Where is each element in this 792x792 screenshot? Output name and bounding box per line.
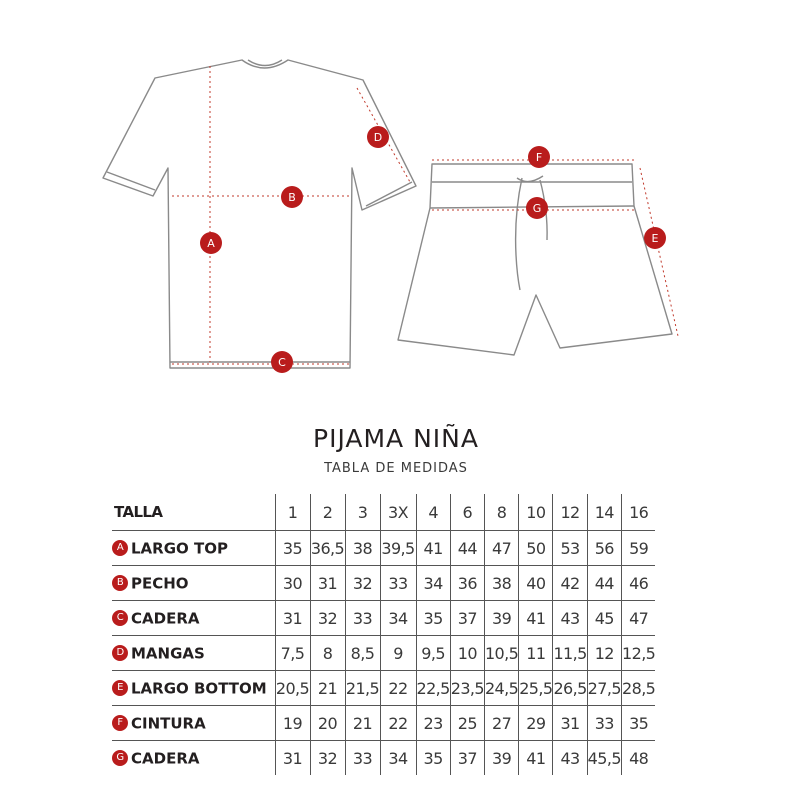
value-cell: 9,5 bbox=[416, 636, 450, 671]
row-label: CADERA bbox=[131, 609, 200, 628]
value-cell: 38 bbox=[484, 566, 518, 601]
value-cell: 27,5 bbox=[587, 671, 621, 706]
marker-g-label: G bbox=[532, 202, 542, 215]
value-cell: 27 bbox=[484, 706, 518, 741]
value-cell: 31 bbox=[275, 741, 310, 776]
value-cell: 31 bbox=[310, 566, 345, 601]
value-cell: 22 bbox=[380, 671, 416, 706]
row-label: MANGAS bbox=[131, 644, 205, 663]
marker-c-label: C bbox=[278, 356, 286, 369]
value-cell: 53 bbox=[553, 531, 587, 566]
marker-d bbox=[367, 126, 389, 148]
marker-f bbox=[528, 146, 550, 168]
marker-circle-icon: D bbox=[112, 645, 128, 661]
marker-circle-icon: G bbox=[112, 750, 128, 766]
value-cell: 56 bbox=[587, 531, 621, 566]
header-label: TALLA bbox=[112, 494, 275, 531]
value-cell: 35 bbox=[621, 706, 655, 741]
value-cell: 22,5 bbox=[416, 671, 450, 706]
value-cell: 46 bbox=[621, 566, 655, 601]
value-cell: 50 bbox=[519, 531, 553, 566]
marker-g bbox=[526, 197, 548, 219]
value-cell: 41 bbox=[519, 601, 553, 636]
value-cell: 47 bbox=[621, 601, 655, 636]
value-cell: 8 bbox=[310, 636, 345, 671]
marker-a-label: A bbox=[207, 237, 215, 250]
marker-b bbox=[281, 186, 303, 208]
value-cell: 11,5 bbox=[553, 636, 587, 671]
size-header-cell: 3X bbox=[380, 494, 416, 531]
row-label-cell bbox=[112, 601, 275, 636]
table-row bbox=[112, 706, 655, 741]
value-cell: 31 bbox=[553, 706, 587, 741]
table-header-row bbox=[112, 494, 655, 531]
value-cell: 32 bbox=[310, 741, 345, 776]
value-cell: 34 bbox=[416, 566, 450, 601]
value-cell: 28,5 bbox=[621, 671, 655, 706]
value-cell: 26,5 bbox=[553, 671, 587, 706]
table-row bbox=[112, 671, 655, 706]
value-cell: 19 bbox=[275, 706, 310, 741]
table-row bbox=[112, 566, 655, 601]
value-cell: 59 bbox=[621, 531, 655, 566]
marker-b-label: B bbox=[288, 191, 296, 204]
value-cell: 39 bbox=[484, 741, 518, 776]
value-cell: 21 bbox=[310, 671, 345, 706]
row-label-cell bbox=[112, 706, 275, 741]
size-table bbox=[112, 494, 655, 775]
value-cell: 32 bbox=[345, 566, 380, 601]
value-cell: 23,5 bbox=[450, 671, 484, 706]
size-header-cell: 4 bbox=[416, 494, 450, 531]
value-cell: 45 bbox=[587, 601, 621, 636]
value-cell: 9 bbox=[380, 636, 416, 671]
value-cell: 36 bbox=[450, 566, 484, 601]
page-subtitle: TABLA DE MEDIDAS bbox=[324, 461, 468, 476]
value-cell: 21,5 bbox=[345, 671, 380, 706]
marker-c bbox=[271, 351, 293, 373]
value-cell: 21 bbox=[345, 706, 380, 741]
value-cell: 31 bbox=[275, 601, 310, 636]
value-cell: 38 bbox=[345, 531, 380, 566]
value-cell: 44 bbox=[450, 531, 484, 566]
size-header-cell: 16 bbox=[621, 494, 655, 531]
shorts-drawing bbox=[398, 164, 672, 355]
value-cell: 48 bbox=[621, 741, 655, 776]
value-cell: 45,5 bbox=[587, 741, 621, 776]
value-cell: 39,5 bbox=[380, 531, 416, 566]
marker-e-label: E bbox=[651, 232, 659, 245]
tshirt-guides bbox=[172, 66, 410, 364]
row-label-cell bbox=[112, 531, 275, 566]
value-cell: 33 bbox=[380, 566, 416, 601]
value-cell: 8,5 bbox=[345, 636, 380, 671]
value-cell: 25,5 bbox=[519, 671, 553, 706]
value-cell: 10,5 bbox=[484, 636, 518, 671]
table-row bbox=[112, 636, 655, 671]
row-label: PECHO bbox=[131, 574, 189, 593]
value-cell: 12 bbox=[587, 636, 621, 671]
value-cell: 24,5 bbox=[484, 671, 518, 706]
value-cell: 37 bbox=[450, 601, 484, 636]
value-cell: 22 bbox=[380, 706, 416, 741]
table-row bbox=[112, 601, 655, 636]
value-cell: 39 bbox=[484, 601, 518, 636]
value-cell: 35 bbox=[416, 741, 450, 776]
marker-circle-icon: A bbox=[112, 540, 128, 556]
value-cell: 25 bbox=[450, 706, 484, 741]
value-cell: 10 bbox=[450, 636, 484, 671]
value-cell: 12,5 bbox=[621, 636, 655, 671]
size-header-cell: 10 bbox=[519, 494, 553, 531]
value-cell: 20 bbox=[310, 706, 345, 741]
value-cell: 42 bbox=[553, 566, 587, 601]
value-cell: 33 bbox=[345, 741, 380, 776]
marker-circle-icon: E bbox=[112, 680, 128, 696]
value-cell: 34 bbox=[380, 601, 416, 636]
value-cell: 34 bbox=[380, 741, 416, 776]
value-cell: 43 bbox=[553, 741, 587, 776]
marker-circle-icon: C bbox=[112, 610, 128, 626]
value-cell: 47 bbox=[484, 531, 518, 566]
marker-e bbox=[644, 227, 666, 249]
size-header-cell: 1 bbox=[275, 494, 310, 531]
value-cell: 33 bbox=[345, 601, 380, 636]
size-header-cell: 6 bbox=[450, 494, 484, 531]
row-label-cell bbox=[112, 671, 275, 706]
value-cell: 20,5 bbox=[275, 671, 310, 706]
row-label-cell bbox=[112, 741, 275, 776]
value-cell: 36,5 bbox=[310, 531, 345, 566]
value-cell: 7,5 bbox=[275, 636, 310, 671]
table-row bbox=[112, 531, 655, 566]
marker-circle-icon: F bbox=[112, 715, 128, 731]
size-header-cell: 2 bbox=[310, 494, 345, 531]
table-row bbox=[112, 741, 655, 776]
value-cell: 32 bbox=[310, 601, 345, 636]
size-header-cell: 14 bbox=[587, 494, 621, 531]
value-cell: 29 bbox=[519, 706, 553, 741]
marker-a bbox=[200, 232, 222, 254]
row-label: LARGO BOTTOM bbox=[131, 679, 267, 698]
size-header-cell: 12 bbox=[553, 494, 587, 531]
shorts-guides bbox=[432, 160, 678, 336]
value-cell: 43 bbox=[553, 601, 587, 636]
row-label-cell bbox=[112, 636, 275, 671]
value-cell: 41 bbox=[519, 741, 553, 776]
page-title: PIJAMA NIÑA bbox=[313, 424, 479, 453]
row-label: CADERA bbox=[131, 749, 200, 768]
value-cell: 37 bbox=[450, 741, 484, 776]
value-cell: 44 bbox=[587, 566, 621, 601]
value-cell: 40 bbox=[519, 566, 553, 601]
marker-f-label: F bbox=[535, 151, 543, 164]
row-label-cell bbox=[112, 566, 275, 601]
value-cell: 11 bbox=[519, 636, 553, 671]
tshirt-drawing bbox=[103, 60, 416, 368]
value-cell: 35 bbox=[275, 531, 310, 566]
value-cell: 41 bbox=[416, 531, 450, 566]
value-cell: 23 bbox=[416, 706, 450, 741]
row-label: LARGO TOP bbox=[131, 539, 228, 558]
marker-d-label: D bbox=[373, 131, 383, 144]
size-header-cell: 8 bbox=[484, 494, 518, 531]
size-header-cell: 3 bbox=[345, 494, 380, 531]
row-label: CINTURA bbox=[131, 714, 206, 733]
marker-circle-icon: B bbox=[112, 575, 128, 591]
value-cell: 30 bbox=[275, 566, 310, 601]
value-cell: 33 bbox=[587, 706, 621, 741]
value-cell: 35 bbox=[416, 601, 450, 636]
